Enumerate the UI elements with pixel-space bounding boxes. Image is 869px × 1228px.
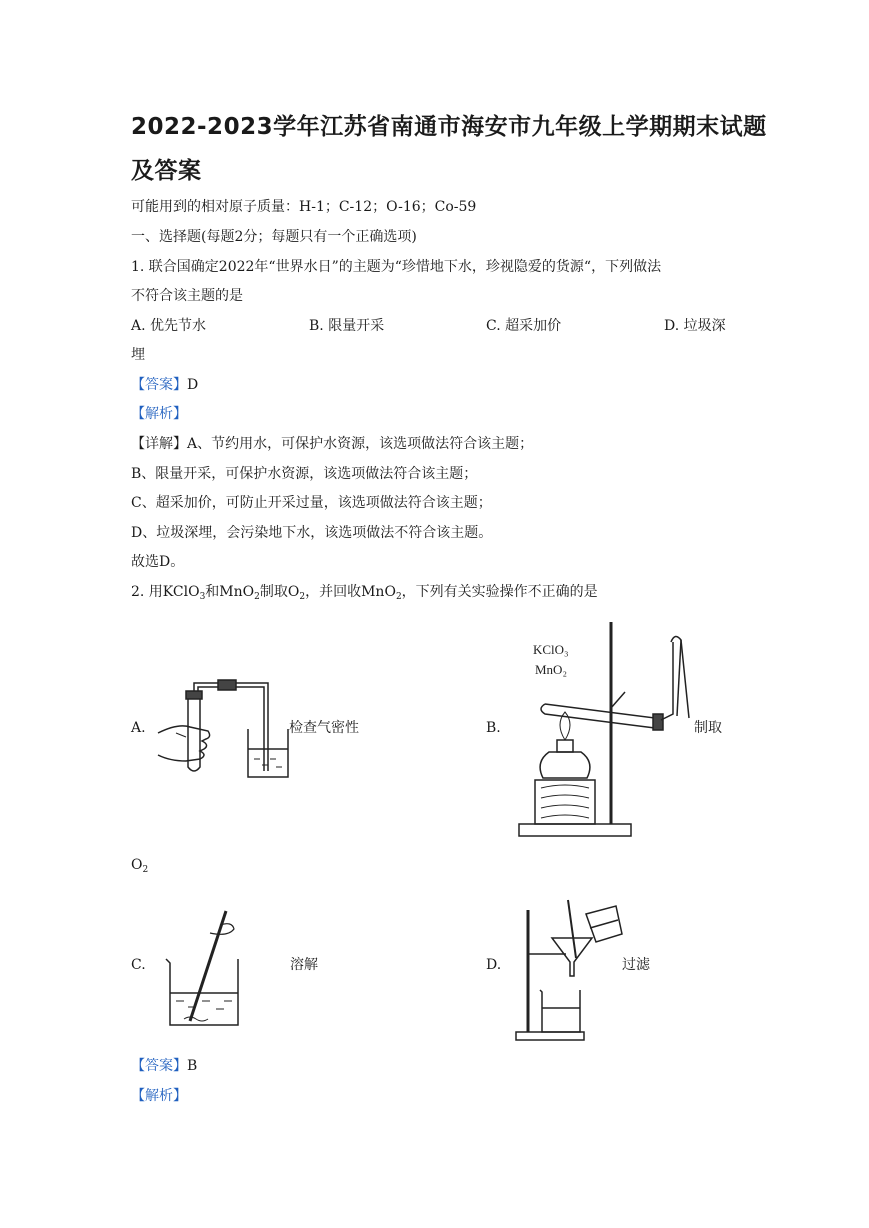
q2-answer bbox=[131, 1057, 197, 1075]
answer-value: D bbox=[187, 377, 199, 393]
q1-stem-line2: 不符合该主题的是 bbox=[131, 288, 243, 304]
q2-option-a-text: 检查气密性 bbox=[289, 720, 359, 736]
page-title-line2: 及答案 bbox=[131, 158, 202, 184]
q2-option-c-text: 溶解 bbox=[290, 957, 318, 973]
q2-option-b-text: 制取 bbox=[694, 720, 722, 736]
q1-option-b: B. 限量开采 bbox=[309, 318, 385, 334]
mno2-label: MnO₂ bbox=[535, 662, 567, 677]
section-heading: 一、选择题(每题2分；每题只有一个正确选项) bbox=[131, 229, 417, 245]
detail-tag: 【详解】 bbox=[131, 436, 187, 452]
q2-option-d-label: D. bbox=[486, 957, 502, 973]
dissolving-figure bbox=[162, 905, 242, 1030]
detail-a-text: A、节约用水，可保护水资源，该选项做法符合该主题； bbox=[187, 436, 534, 452]
filtration-figure bbox=[512, 892, 624, 1042]
q1-analysis-tag: 【解析】 bbox=[131, 406, 187, 422]
q1-detail-d: D、垃圾深埋，会污染地下水，该选项做法不符合该主题。 bbox=[131, 525, 493, 541]
airtightness-check-figure bbox=[150, 675, 290, 785]
q1-answer bbox=[131, 376, 198, 394]
q1-option-d: D. 垃圾深 bbox=[664, 318, 726, 334]
q1-stem-line1: 1. 联合国确定2022年“世界水日”的主题为“珍惜地下水，珍视隐爱的货源“，下列做法 bbox=[131, 259, 662, 275]
q2-option-b-cont: $O_2$ bbox=[131, 857, 149, 875]
atomic-mass-note: 可能用到的相对原子质量：H-1；C-12；O-16；Co-59 bbox=[131, 199, 477, 215]
q2-option-d-text: 过滤 bbox=[622, 957, 650, 973]
kclo3-heating-figure bbox=[515, 612, 695, 844]
q2-option-c-label: C. bbox=[131, 957, 146, 973]
q1-detail-a bbox=[131, 435, 533, 453]
q1-conclusion: 故选D。 bbox=[131, 554, 185, 570]
q2-stem: 2. 用KClO$_3$和MnO$_2$制取$O_2$，并回收MnO$_2$，下列有关实验操作不正确的是 bbox=[131, 584, 598, 602]
q1-option-c: C. 超采加价 bbox=[486, 318, 562, 334]
q2-option-b-label: B. bbox=[486, 720, 501, 736]
q1-option-a: A. 优先节水 bbox=[131, 318, 207, 334]
q1-option-d-cont: 埋 bbox=[131, 347, 145, 363]
q1-detail-c: C、超采加价，可防止开采过量，该选项做法符合该主题； bbox=[131, 495, 492, 511]
answer-tag: 【答案】 bbox=[131, 377, 187, 393]
kclo3-label: KClO₃ bbox=[533, 642, 569, 657]
answer-tag: 【答案】 bbox=[131, 1058, 187, 1074]
answer-value: B bbox=[187, 1058, 198, 1074]
q2-analysis-tag: 【解析】 bbox=[131, 1088, 187, 1104]
q2-option-a-label: A. bbox=[131, 720, 146, 736]
page-title-line1: 2022-2023学年江苏省南通市海安市九年级上学期期末试题 bbox=[131, 114, 767, 140]
q1-detail-b: B、限量开采，可保护水资源，该选项做法符合该主题； bbox=[131, 466, 478, 482]
